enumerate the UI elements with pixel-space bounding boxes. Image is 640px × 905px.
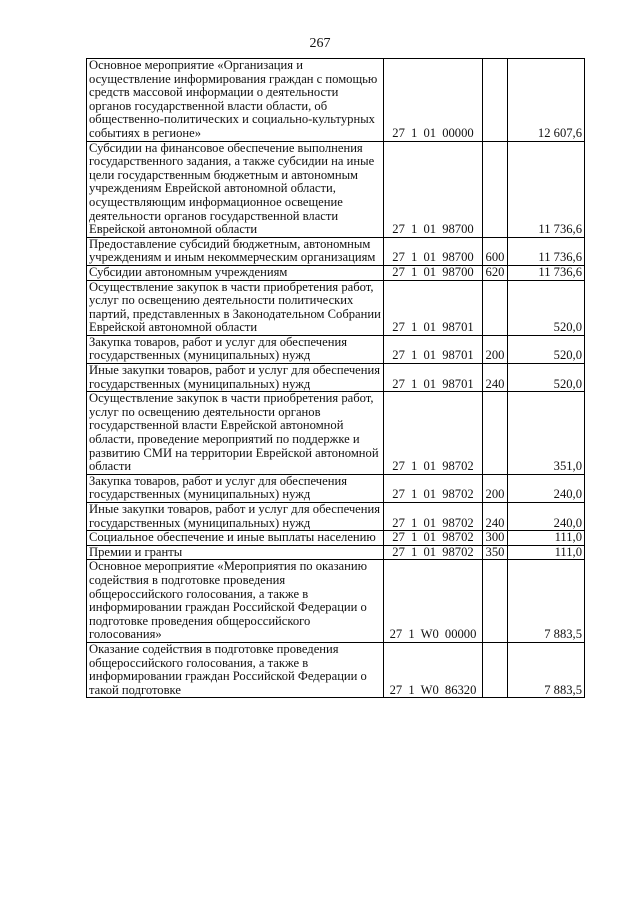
table-row: [87, 392, 585, 475]
row-vr: 300: [483, 531, 508, 546]
row-code: 27 1 01 98702: [384, 545, 483, 560]
row-code: 27 1 01 98702: [384, 503, 483, 531]
budget-table: [86, 58, 585, 698]
row-code: 27 1 W0 86320: [384, 642, 483, 697]
row-code: 27 1 01 98700: [384, 141, 483, 237]
table-row: [87, 474, 585, 502]
row-name: Иные закупки товаров, работ и услуг для обеспечения государственных (муниципальных) нужд: [87, 503, 384, 531]
row-code: 27 1 01 98701: [384, 280, 483, 335]
row-vr: 620: [483, 265, 508, 280]
row-code: 27 1 01 98702: [384, 474, 483, 502]
row-sum: 520,0: [508, 364, 585, 392]
row-vr: 240: [483, 364, 508, 392]
row-name: Оказание содействия в подготовке проведения общероссийского голосования, а также в информировании граждан Российской Федерации о такой подготовке: [87, 642, 384, 697]
row-vr: [483, 560, 508, 643]
table-row: [87, 280, 585, 335]
row-vr: [483, 141, 508, 237]
table-row: [87, 237, 585, 265]
row-vr: [483, 392, 508, 475]
table-row: [87, 560, 585, 643]
row-sum: 520,0: [508, 335, 585, 363]
table-row: [87, 531, 585, 546]
row-sum: 12 607,6: [508, 59, 585, 142]
row-sum: 351,0: [508, 392, 585, 475]
row-name: Осуществление закупок в части приобретения работ, услуг по освещению деятельности политических партий, представленных в Законодательном Собрании Еврейской автономной области: [87, 280, 384, 335]
row-code: 27 1 01 00000: [384, 59, 483, 142]
row-sum: 111,0: [508, 545, 585, 560]
row-name: Субсидии автономным учреждениям: [87, 265, 384, 280]
row-name: Закупка товаров, работ и услуг для обеспечения государственных (муниципальных) нужд: [87, 474, 384, 502]
row-name: Закупка товаров, работ и услуг для обеспечения государственных (муниципальных) нужд: [87, 335, 384, 363]
row-sum: 11 736,6: [508, 141, 585, 237]
table-row: [87, 642, 585, 697]
row-vr: 350: [483, 545, 508, 560]
row-code: 27 1 01 98702: [384, 531, 483, 546]
row-vr: 240: [483, 503, 508, 531]
row-name: Социальное обеспечение и иные выплаты населению: [87, 531, 384, 546]
table-row: [87, 59, 585, 142]
row-sum: 240,0: [508, 474, 585, 502]
row-name: Предоставление субсидий бюджетным, автономным учреждениям и иным некоммерческим организациям: [87, 237, 384, 265]
row-vr: [483, 59, 508, 142]
row-name: Основное мероприятие «Мероприятия по оказанию содействия в подготовке проведения общероссийского голосования, а также в информировании граждан Российской Федерации о подготовке проведения общероссийского голосования»: [87, 560, 384, 643]
row-sum: 520,0: [508, 280, 585, 335]
row-sum: 11 736,6: [508, 237, 585, 265]
row-code: 27 1 01 98701: [384, 364, 483, 392]
row-name: Субсидии на финансовое обеспечение выполнения государственного задания, а также субсидии на иные цели государственным бюджетным и автономным учреждениям Еврейской автономной области, осуществляющим информационное освещение деятельности органов государственной власти Еврейской автономной области: [87, 141, 384, 237]
row-code: 27 1 01 98700: [384, 237, 483, 265]
table-row: [87, 141, 585, 237]
row-sum: 7 883,5: [508, 642, 585, 697]
row-vr: 200: [483, 474, 508, 502]
row-code: 27 1 01 98700: [384, 265, 483, 280]
row-name: Основное мероприятие «Организация и осуществление информирования граждан с помощью средств массовой информации о деятельности органов государственной власти области, об общественно-политических и социально-культурных событиях в регионе»: [87, 59, 384, 142]
row-code: 27 1 01 98702: [384, 392, 483, 475]
table-row: [87, 335, 585, 363]
table-row: [87, 265, 585, 280]
table-row: [87, 545, 585, 560]
row-sum: 111,0: [508, 531, 585, 546]
row-vr: [483, 642, 508, 697]
row-sum: 7 883,5: [508, 560, 585, 643]
row-name: Осуществление закупок в части приобретения работ, услуг по освещению деятельности органов государственной власти Еврейской автономной области, проведение мероприятий по поддержке и развитию СМИ на территории Еврейской автономной области: [87, 392, 384, 475]
row-name: Иные закупки товаров, работ и услуг для обеспечения государственных (муниципальных) нужд: [87, 364, 384, 392]
table-row: [87, 364, 585, 392]
row-vr: [483, 280, 508, 335]
row-vr: 200: [483, 335, 508, 363]
page-number: 267: [309, 36, 331, 51]
row-sum: 240,0: [508, 503, 585, 531]
row-code: 27 1 W0 00000: [384, 560, 483, 643]
row-vr: 600: [483, 237, 508, 265]
table-row: [87, 503, 585, 531]
row-sum: 11 736,6: [508, 265, 585, 280]
row-name: Премии и гранты: [87, 545, 384, 560]
row-code: 27 1 01 98701: [384, 335, 483, 363]
